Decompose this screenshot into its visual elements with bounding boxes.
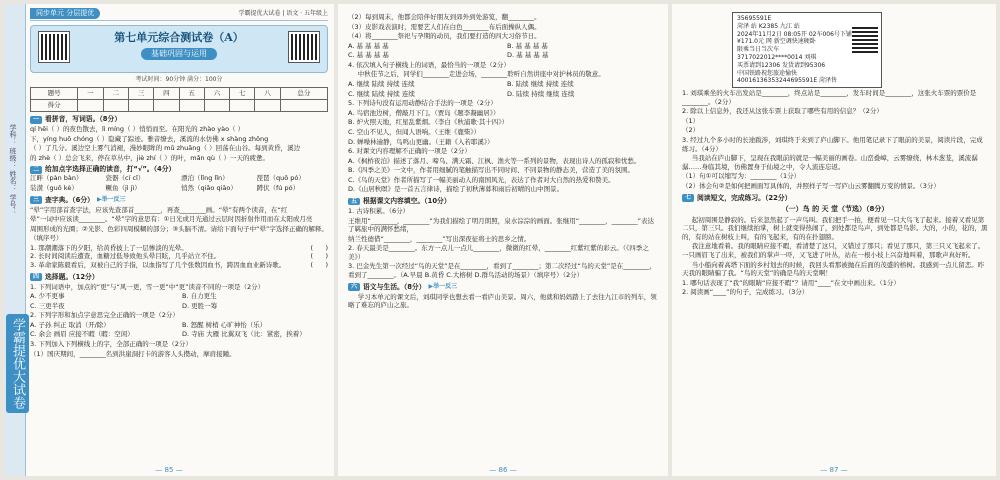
ticket-line: 中国铁路祝您旅途愉快	[737, 69, 798, 77]
option: C. 空山不见人，但闻人语响。（王维《鹿柴》）	[348, 127, 481, 136]
section-4	[30, 273, 328, 359]
section-number: 一	[30, 116, 42, 124]
score-table	[30, 87, 328, 112]
option: B. 基 基 基 基	[507, 41, 548, 50]
option: C. 三更半夜	[30, 301, 65, 310]
qr-code-icon	[289, 32, 319, 62]
question: 3. 经过九个多小时的长途跋涉，刘琪终于来到了庐山脚下。他用笔记录下了眼前的美景，阅读片段，完成练习。（4分）	[682, 136, 983, 153]
question-passage: 中秋佳节之后，同学们________走进会场，________聆听自然讲座中对护林员的敬意。	[357, 70, 605, 79]
passage-paragraph: 我注意地看着。我的眼睛应接不暇，看清楚了这只，又错过了那只；看见了那只，第三只又飞起来了。一只画眉飞了出来，被我们的掌声一吓，又飞进了叶丛，站在一根小枝上兴奋地叫着，那歌声真好听。	[682, 242, 985, 260]
score-cell[interactable]	[78, 100, 103, 112]
text-line: （3）皮影戏表演时，需要艺人们在白色________布后面操纵人偶。	[348, 22, 541, 31]
answer-line: （2）	[682, 126, 700, 135]
question: 5. 下列诗句没有运用动静结合手法的一项是（2分）	[348, 99, 497, 108]
section-heading: 语文与生活。（8分）	[363, 282, 426, 291]
section-number: 四	[30, 273, 42, 281]
question: 4. 依次填入句子横线上的词语，最恰当的一项是（2分）	[348, 60, 510, 69]
question: 2. 除以上信息外，我还从这张车票上获取了哪些有用的信息？（2分）	[682, 107, 883, 116]
section-1	[30, 115, 328, 162]
section-heading: 给加点字选择正确的读音，打“√”。（4分）	[45, 165, 176, 174]
section-5	[348, 197, 660, 280]
student-info-label: 学科： 班级： 姓名： 学号：	[9, 124, 17, 215]
text-line: 纳兰性德借“________，________”写出深夜征将士的思乡之情。	[348, 234, 531, 243]
option: A. 继续 陆续 持续 连续	[348, 80, 415, 89]
section-number: 三	[30, 196, 42, 204]
section-number: 六	[348, 283, 360, 291]
test-title: 第七单元综合测试卷（A）	[114, 31, 244, 45]
page-85	[4, 4, 334, 476]
score-header-cell: 五	[179, 88, 204, 100]
text-line: 1. 古诗积累。（6分）	[348, 206, 410, 215]
option: D.《山居秋暝》是一首五言律诗，描绘了初秋薄暮和雨后初晴的山中图景。	[348, 185, 564, 194]
ticket-line: 35695591E	[737, 15, 772, 22]
option: C. 继续 陆续 持续 连续	[348, 89, 415, 98]
option: A. 少不更事	[30, 292, 65, 301]
section-heading: 查字典。（6分）	[45, 195, 94, 204]
ticket-line: 菏泽 站 K2385 九江 站	[737, 22, 800, 30]
text-line: qí hēi（ ）的夜色散去，lì míng（ ）悄悄而至。在阳光的 zhào yào（ ）	[30, 125, 245, 134]
ticket-line: 买票请到12306 发货请到95306	[737, 61, 826, 69]
text-line: （4）将________祭祀与孕期的动员，我们要打造的四大习俗节日。	[348, 32, 541, 41]
option: D. 寺庙 大雁 比翼双飞（比：紧密，挨着）	[182, 330, 306, 339]
answer-line: （1）	[682, 116, 700, 125]
ticket-line: 限乘当日当次车	[737, 46, 780, 54]
score-header-cell: 六	[204, 88, 229, 100]
section-3	[30, 196, 328, 270]
question: 2. 下列字形和加点字意思完全正确的一项是（2分）	[30, 311, 179, 320]
text-line: 的 zhè（ ）总会飞来，停在草丛中，jiè zhí（ ）的叶，mǎn qù（ ）一天的疲惫。	[30, 153, 270, 162]
section-heading: 选择题。（12分）	[45, 272, 99, 281]
option: B. 炉火照天地，红星乱紫烟。（李白《秋浦歌·其十四》）	[348, 118, 509, 127]
option: A. 鸟宿池边树，僧敲月下门。（贾岛《题李凝幽居》）	[348, 108, 500, 117]
score-header-cell: 七	[230, 88, 255, 100]
score-cell: 得分	[31, 100, 78, 112]
qr-code-icon	[852, 27, 878, 53]
option: B. 怒醒 树梢 心旷神怡（乐）	[182, 320, 267, 329]
question-text: 2. 长时间阅读后遭查，血糖过低导致他头晕目眩，几乎站立不住。	[30, 252, 221, 261]
page-87	[672, 4, 996, 476]
option: D. 基 基 基 基	[507, 51, 549, 60]
option: A. 基 基 基 基	[348, 41, 389, 50]
answer-blank[interactable]: ( )	[310, 243, 328, 252]
score-cell[interactable]	[230, 100, 255, 112]
left-binding-strip	[4, 4, 26, 476]
text-line: （填序号）	[30, 234, 63, 243]
question: （1）句①可以缩写为：________（1分）	[682, 172, 801, 181]
score-cell[interactable]	[154, 100, 179, 112]
section-2	[30, 165, 328, 192]
option: D. 陆续 持续 继续 连续	[507, 89, 575, 98]
question: 6. 对课文内容理解不正确的一项是（2分）	[348, 147, 471, 156]
question: （1）国庆期间，________名到洪崖洞打卡的游客人头攒动，摩肩接踵。	[30, 349, 236, 358]
passage-paragraph: 当小船向着高塔下面的乡村划去的时候，我回头看那被抛在后面的茂盛的榕树。我感到一点儿留恋。昨天我的眼睛骗了我。“鸟的天堂”的确是鸟的天堂啊！	[682, 260, 985, 278]
score-header-cell: 四	[154, 88, 179, 100]
section-7	[682, 194, 988, 297]
test-subtitle: 基础巩固与运用	[141, 48, 217, 61]
pronunciation-item: 瓷器（cí cǐ）	[105, 174, 145, 183]
section-number: 五	[348, 198, 360, 206]
section-heading: 根据课文内容填空。（10分）	[363, 196, 451, 205]
text-line: 晕”一词中应该读________。“晕”字的意思有：①日光或月光通过云层时因折射作用而在太阳或月亮	[30, 215, 313, 224]
title-banner	[30, 25, 328, 73]
score-header-cell: 三	[128, 88, 153, 100]
text-line: 3. 巴金先生第一次经过“鸟的天堂”是在________，看到了________；第二次经过“鸟的天堂”是在________，看到了________。（A.早晨 B.黄昏 C.大榕树 D.群鸟活动的场景）（填序号）（2分）	[348, 262, 656, 279]
answer-row	[30, 261, 328, 270]
page-number: — 85 —	[155, 466, 183, 474]
score-cell[interactable]	[204, 100, 229, 112]
text-line: （ ）了几分。溪边空上雾气消褪，漫妙眼眸的 mǔ zhuāng（ ）回荡在山谷。每到黄昏，溪边	[30, 144, 301, 153]
passage-paragraph: 起初周围是静寂的。后来忽然起了一声鸟叫。我们把手一拍，便看见一只大鸟飞了起来。接着又看见第二只，第三只。我们继续拍掌，树上就变得热闹了，到处都是鸟声，到处都是鸟影。大的，小的，花的，黑的，有的站在树枝上叫，有的飞起来，有的在扑翅膀。	[682, 215, 988, 241]
brand-vertical: 学霸提优大试卷	[6, 314, 29, 413]
score-header-cell: 总分	[280, 88, 327, 100]
score-cell[interactable]	[179, 100, 204, 112]
exam-meta: 考试时间：90分钟 满分：100分	[135, 76, 223, 84]
pronunciation-item: 琵琶（quō pó）	[256, 174, 305, 183]
text-line: 王维用“________，________”为我们描绘了明月朗照，泉水淙淙的画面。张继用“________，________”表达了羁旅中的满怀愁绪，	[348, 216, 654, 234]
answer-blank[interactable]: ( )	[310, 260, 328, 269]
question: 3. 下列加入下列横线上的字，全部正确的一项是（2分）	[30, 340, 192, 348]
train-ticket	[732, 12, 882, 88]
question: 1. 刘琪乘坐的火车出发站是________，终点站是________，发车时间是________，这张火车票的票价是________。（2分）	[682, 89, 977, 106]
pronunciation-item: 鳜鱼（jì jì）	[105, 183, 141, 192]
section-heading: 阅读短文，完成练习。（22分）	[697, 193, 792, 202]
ticket-line: 2024年11月2日 08:05开 02车006号下铺	[737, 30, 852, 38]
pronunciation-item: 漂泊（lǐng lǐn）	[181, 174, 229, 183]
tagline: 学霸提优大试卷 | 语文 · 五年级上	[238, 9, 328, 17]
qr-code-icon	[39, 32, 69, 62]
passage: 学习本单元的课文后，刘琪同学也想去看一看庐山美景。周六，他就和妈妈踏上了去往九江市的列车，领略了难忘的庐山之旅。	[348, 292, 657, 310]
passage: 当我站在庐山脚下，呈现在我眼前的就是一幅美丽的画卷。山峦叠嶂，云雾缭绕，林木葱茏，溪流潺潺……身临其境，仿佛置身于仙境之中，令人流连忘返。	[682, 154, 978, 171]
score-cell[interactable]	[280, 100, 327, 112]
answer-blank[interactable]: ( )	[310, 252, 328, 261]
option: C. 基 基 基 基	[348, 51, 389, 60]
option: B.《四季之美》一文中，作者用细腻的笔触描写出不同时间、不同景物的静态美，营造了美的氛围。	[348, 166, 635, 175]
option: B. 自力更生	[182, 292, 217, 301]
answer-row	[30, 252, 328, 261]
question: 1. 下列词语中，加点的“更”与“风一更，雪一更”中“更”读音不同的一项是（2分）	[30, 282, 265, 291]
ticket-line: 40016136353244695591E 菏泽售	[737, 77, 838, 85]
option: D. 更胜一筹	[182, 301, 218, 310]
ticket-line: ¥171.0元 网 新空调快速硬卧	[737, 38, 816, 46]
option: C. 余会 画眉 应接不暇（暇：空闲）	[30, 330, 134, 339]
page-number: — 87 —	[820, 466, 848, 474]
option: D. 蝉噪林逾静，鸟鸣山更幽。（王籍《入若耶溪》）	[348, 137, 494, 146]
text-line: 2. 春天最美是________。东方一点儿一点儿________，微微的红晕，________红紫红紫的彩云。（《四季之美》）	[348, 244, 649, 261]
reading-title: （一）鸟 的 天 堂（节选）（8分）	[781, 204, 889, 213]
score-header-cell: 一	[78, 88, 103, 100]
practice-badge: ▶举一反三	[428, 283, 458, 291]
score-cell[interactable]	[255, 100, 280, 112]
text-line: （2）每到周末，他都会陪伴好朋友到郊外到处游览，翻________。	[348, 13, 541, 21]
page-number: — 86 —	[489, 466, 517, 474]
score-cell[interactable]	[128, 100, 153, 112]
pronunciation-item: 装潢（guō kè）	[30, 183, 78, 192]
question: 2. 阅读画“____”的句子，完成练习。（3分）	[682, 288, 809, 297]
pronunciation-item: 蹲伏（fú pó）	[256, 183, 300, 192]
practice-badge: ▶举一反三	[96, 196, 126, 204]
section-heading: 看拼音，写词语。（8分）	[45, 115, 122, 124]
score-header-cell: 二	[103, 88, 128, 100]
page-86	[338, 4, 668, 476]
ticket-line: 3717022012****0014 刘琪	[737, 53, 817, 61]
text-line: “晕”字用部首查字法，应该先查部首________，再查________画。“晕”有两个读音，在“红	[30, 205, 288, 214]
text-line: 下，yíng huō chóng（ ）隐藏了踪迹。雅音缭去，溪流的水仿佛 x shàng zhǒng	[30, 134, 269, 143]
option: C.《鸟的天堂》作者所描写了一幅美丽动人的南国风光，表达了作者对大自然的热爱和赞美。	[348, 175, 615, 184]
question: 1. 哪句话表现了“我”的眼睛“应接不暇”？请用“____”在文中画出来。（1分）	[682, 278, 900, 287]
option: B. 陆续 继续 持续 连续	[507, 80, 574, 89]
section-6	[348, 283, 660, 310]
section-number: 二	[30, 166, 42, 174]
score-header-cell: 八	[255, 88, 280, 100]
question-text: 3. 革命家陈毅看后，双被自己的手指，以血指写了几个张数因血书，跨因血血业新诗歌。	[30, 260, 286, 269]
pronunciation-item: 江畔（pàn bàn）	[30, 174, 83, 183]
option: A. 子孙 纠正 取消（开/除）	[30, 320, 110, 329]
pronunciation-item: 悄然（qiǎo qiāo）	[181, 183, 237, 192]
text-line: 周围形成的光圈；②光影、色彩四周模糊的部分；③头脑不清。请给下面句子中“晕”字选择正确的解释。	[30, 224, 328, 233]
score-cell[interactable]	[103, 100, 128, 112]
question: （2）体会句②是如何把画面写具体的，并照样子写一写庐山云雾翻腾万变的情景。（3分）	[682, 181, 940, 190]
series-tag: 同步单元 分层提优	[30, 8, 100, 19]
section-number: 七	[682, 194, 694, 202]
score-header-cell: 题号	[31, 88, 78, 100]
question-text: 1. 那潮潮落下的夕阳，给黄昏披上了一层惨淡的光晕。	[30, 243, 188, 252]
option: A.《枫桥夜泊》描述了落月、啼乌、满天霜、江枫、渔火等一系列的景物，表现出诗人的孤寂和忧愁。	[348, 156, 641, 165]
